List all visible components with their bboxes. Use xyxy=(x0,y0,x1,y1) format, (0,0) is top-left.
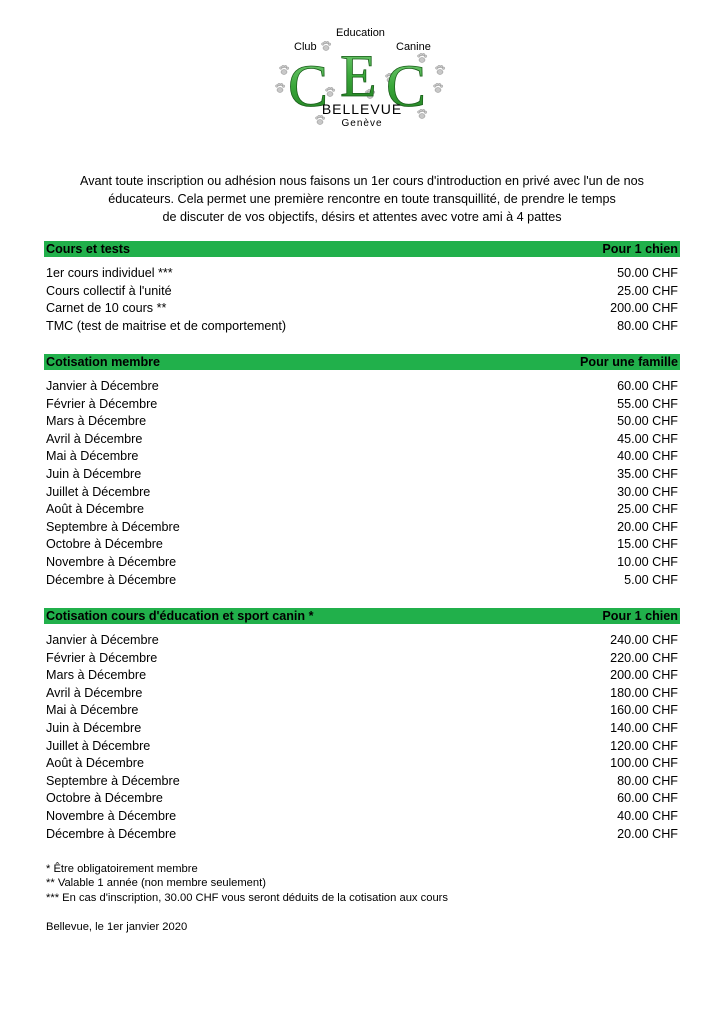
price-row xyxy=(44,790,680,808)
row-label: 1er cours individuel *** xyxy=(46,266,173,280)
section-header xyxy=(44,608,680,624)
logo-city-text: Genève xyxy=(341,118,383,129)
price-row xyxy=(44,755,680,773)
price-row xyxy=(44,773,680,791)
row-price: 10.00 CHF xyxy=(617,554,678,569)
logo-education-text: Education xyxy=(336,27,385,39)
row-price: 240.00 CHF xyxy=(610,633,678,647)
row-price: 160.00 CHF xyxy=(610,703,678,718)
price-row xyxy=(44,318,680,336)
logo-canine-text: Canine xyxy=(396,41,431,53)
row-label: Juin à Décembre xyxy=(46,720,142,735)
row-label: Cours collectif à l'unité xyxy=(46,283,172,298)
price-row xyxy=(44,519,680,537)
row-label: Septembre à Décembre xyxy=(46,773,180,788)
row-label: Octobre à Décembre xyxy=(46,791,163,806)
price-row xyxy=(44,501,680,519)
section-cotisation-membre xyxy=(44,354,680,589)
row-price: 80.00 CHF xyxy=(617,773,678,788)
club-logo xyxy=(272,22,452,130)
price-row xyxy=(44,808,680,826)
row-price: 40.00 CHF xyxy=(617,449,678,464)
price-row xyxy=(44,536,680,554)
section-unit: Pour 1 chien xyxy=(602,242,678,256)
row-price: 20.00 CHF xyxy=(617,826,678,841)
price-row xyxy=(44,265,680,283)
section-unit: Pour une famille xyxy=(580,355,678,369)
row-price: 5.00 CHF xyxy=(624,572,678,587)
price-row xyxy=(44,300,680,318)
row-price: 220.00 CHF xyxy=(610,650,678,665)
price-row xyxy=(44,572,680,590)
row-label: Juillet à Décembre xyxy=(46,738,151,753)
logo-letter-2: E xyxy=(340,43,377,109)
row-price: 30.00 CHF xyxy=(617,484,678,499)
row-label: Carnet de 10 cours ** xyxy=(46,301,167,316)
price-row xyxy=(44,413,680,431)
date-line: Bellevue, le 1er janvier 2020 xyxy=(46,921,188,933)
row-label: Décembre à Décembre xyxy=(46,572,177,587)
row-price: 140.00 CHF xyxy=(610,720,678,735)
section-cours-et-tests xyxy=(44,241,680,335)
price-row xyxy=(44,826,680,844)
price-row xyxy=(44,738,680,756)
row-price: 40.00 CHF xyxy=(617,808,678,823)
price-row xyxy=(44,466,680,484)
row-price: 80.00 CHF xyxy=(617,318,678,333)
row-price: 45.00 CHF xyxy=(617,431,678,446)
logo-letter-3: C xyxy=(386,53,427,119)
logo-place-text: BELLEVUE xyxy=(321,101,403,117)
price-row xyxy=(44,431,680,449)
row-label: Mars à Décembre xyxy=(46,414,147,429)
row-price: 15.00 CHF xyxy=(617,537,678,552)
section-cotisation-cours xyxy=(44,608,680,843)
row-price: 25.00 CHF xyxy=(617,283,678,298)
row-label: Février à Décembre xyxy=(46,396,158,411)
intro-line: de discuter de vos objectifs, désirs et attentes avec votre ami à 4 pattes xyxy=(162,210,562,224)
row-label: TMC (test de maitrise et de comportement) xyxy=(46,318,287,333)
price-row xyxy=(44,378,680,396)
price-row xyxy=(44,283,680,301)
row-label: Mai à Décembre xyxy=(46,449,139,464)
row-price: 20.00 CHF xyxy=(617,519,678,534)
price-row xyxy=(44,720,680,738)
logo-club-text: Club xyxy=(294,41,317,53)
row-label: Septembre à Décembre xyxy=(46,519,180,534)
price-row xyxy=(44,685,680,703)
row-price: 50.00 CHF xyxy=(617,414,678,429)
price-row xyxy=(44,702,680,720)
row-label: Janvier à Décembre xyxy=(46,379,159,393)
price-list xyxy=(44,378,680,589)
section-title: Cours et tests xyxy=(46,242,130,256)
footnote: ** Valable 1 année (non membre seulement) xyxy=(46,877,266,890)
intro-line: éducateurs. Cela permet une première rencontre en toute transquillité, de prendre le temps xyxy=(108,192,616,206)
price-list xyxy=(44,632,680,843)
row-label: Août à Décembre xyxy=(46,756,145,771)
row-label: Août à Décembre xyxy=(46,502,145,517)
footnote: *** En cas d'inscription, 30.00 CHF vous seront déduits de la cotisation aux cours xyxy=(46,891,448,904)
intro-text xyxy=(40,172,684,226)
row-price: 200.00 CHF xyxy=(610,668,678,683)
intro-line: Avant toute inscription ou adhésion nous faisons un 1er cours d'introduction en privé avec l'un de nos xyxy=(80,174,644,188)
row-price: 100.00 CHF xyxy=(610,756,678,771)
price-row xyxy=(44,554,680,572)
price-row xyxy=(44,632,680,650)
row-label: Avril à Décembre xyxy=(46,685,143,700)
row-label: Février à Décembre xyxy=(46,650,158,665)
row-label: Décembre à Décembre xyxy=(46,826,177,841)
row-label: Novembre à Décembre xyxy=(46,808,177,823)
row-label: Novembre à Décembre xyxy=(46,554,177,569)
row-price: 180.00 CHF xyxy=(610,685,678,700)
section-title: Cotisation cours d'éducation et sport canin * xyxy=(46,609,314,623)
row-label: Juin à Décembre xyxy=(46,466,142,481)
row-label: Mars à Décembre xyxy=(46,668,147,683)
price-row xyxy=(44,667,680,685)
row-price: 120.00 CHF xyxy=(610,738,678,753)
row-price: 200.00 CHF xyxy=(610,301,678,316)
row-label: Janvier à Décembre xyxy=(46,633,159,647)
section-title: Cotisation membre xyxy=(46,355,161,369)
section-unit: Pour 1 chien xyxy=(602,609,678,623)
row-price: 25.00 CHF xyxy=(617,502,678,517)
row-price: 35.00 CHF xyxy=(617,466,678,481)
price-row xyxy=(44,650,680,668)
section-header xyxy=(44,354,680,370)
section-header xyxy=(44,241,680,257)
row-label: Avril à Décembre xyxy=(46,431,143,446)
row-label: Mai à Décembre xyxy=(46,703,139,718)
price-row xyxy=(44,396,680,414)
logo-letter-1: C xyxy=(288,53,329,119)
price-row xyxy=(44,484,680,502)
row-price: 60.00 CHF xyxy=(617,791,678,806)
price-list xyxy=(44,265,680,335)
footnote: * Être obligatoirement membre xyxy=(46,863,198,875)
row-label: Octobre à Décembre xyxy=(46,537,163,552)
row-price: 55.00 CHF xyxy=(617,396,678,411)
logo-graphic xyxy=(272,22,452,130)
row-price: 50.00 CHF xyxy=(617,266,678,280)
price-row xyxy=(44,448,680,466)
row-price: 60.00 CHF xyxy=(617,379,678,393)
footnotes xyxy=(46,862,448,905)
row-label: Juillet à Décembre xyxy=(46,484,151,499)
